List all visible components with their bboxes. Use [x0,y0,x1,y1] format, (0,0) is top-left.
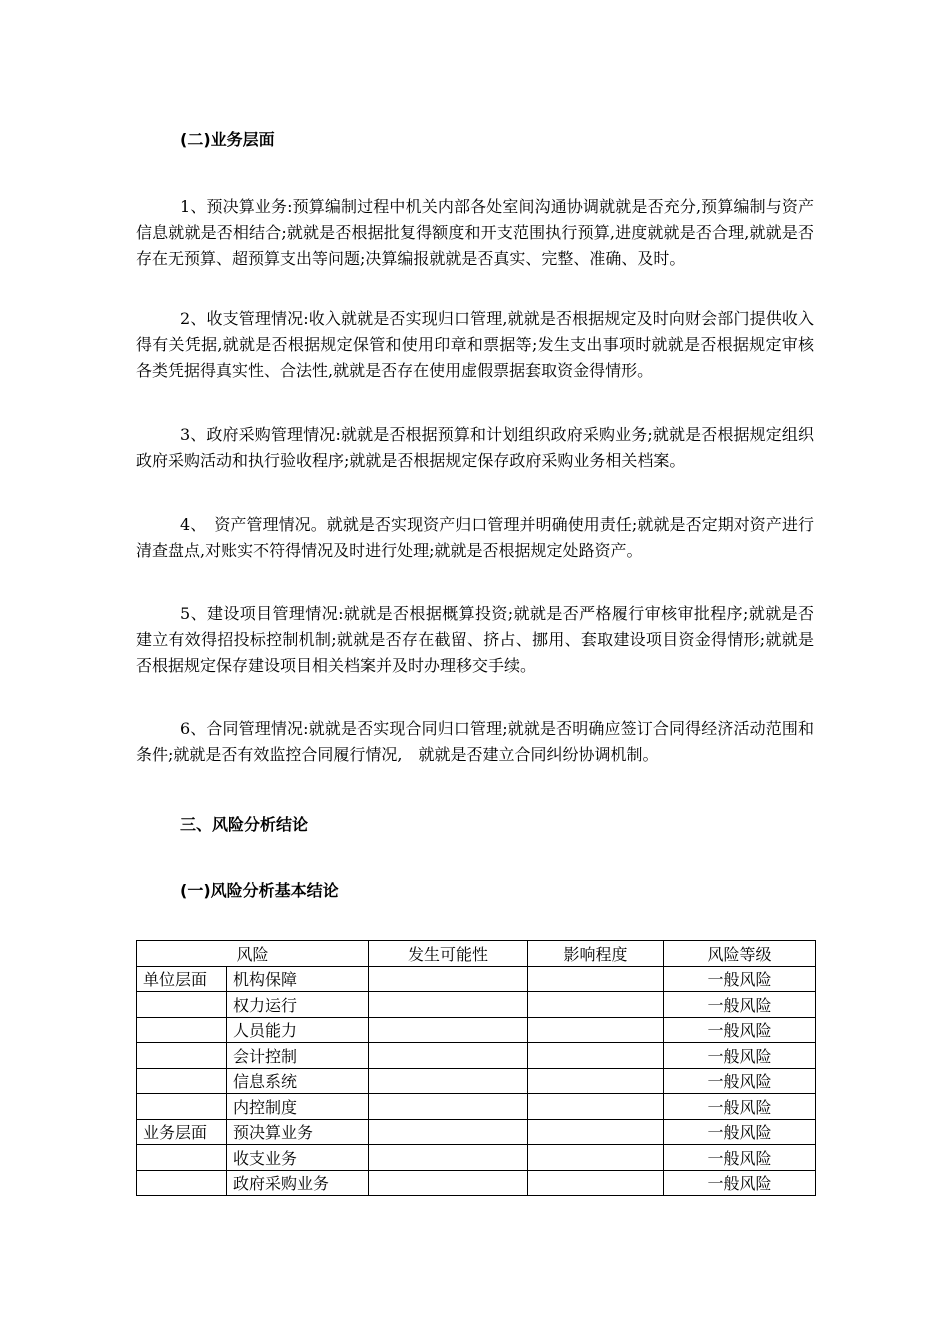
risk-table [136,940,816,1196]
table-row [137,1170,816,1196]
cell-impact [528,1145,664,1171]
table-row [137,1094,816,1120]
cell-item: 机构保障 [227,966,369,992]
header-risk: 风险 [137,941,369,967]
paragraph-budget: 1、预决算业务:预算编制过程中机关内部各处室间沟通协调就就是否充分,预算编制与资产信息就就是否相结合;就就是否根据批复得额度和开支范围执行预算,进度就就是否合理,就就是否存在无预算、超预算支出等问题;决算编报就就是否真实、完整、准确、及时。 [136,197,814,268]
table-row [137,1043,816,1069]
cell-likelihood [369,1145,528,1171]
cell-level: 一般风险 [664,1043,816,1069]
header-likelihood: 发生可能性 [369,941,528,967]
cell-impact [528,1119,664,1145]
cell-impact [528,1043,664,1069]
cell-group [137,1145,227,1171]
paragraph-contracts: 6、合同管理情况:就就是否实现合同归口管理;就就是否明确应签订合同得经济活动范围和条件;就就是否有效监控合同履行情况, 就就是否建立合同纠纷协调机制。 [136,719,814,764]
cell-likelihood [369,1119,528,1145]
cell-level: 一般风险 [664,966,816,992]
cell-likelihood [369,992,528,1018]
cell-impact [528,1170,664,1196]
cell-likelihood [369,1094,528,1120]
paragraph-procurement: 3、政府采购管理情况:就就是否根据预算和计划组织政府采购业务;就就是否根据规定组织政府采购活动和执行验收程序;就就是否根据规定保存政府采购业务相关档案。 [136,425,814,470]
table-row [137,1119,816,1145]
cell-impact [528,992,664,1018]
cell-level: 一般风险 [664,1068,816,1094]
cell-impact [528,1017,664,1043]
cell-level: 一般风险 [664,1170,816,1196]
table-row [137,992,816,1018]
heading-section-three: 三、风险分析结论 [180,815,309,834]
cell-likelihood [369,1017,528,1043]
heading-basic-conclusion: (一)风险分析基本结论 [180,881,339,900]
cell-group [137,1017,227,1043]
cell-likelihood [369,1043,528,1069]
table-row [137,966,816,992]
cell-impact [528,966,664,992]
cell-likelihood [369,1170,528,1196]
cell-level: 一般风险 [664,1094,816,1120]
cell-group [137,1043,227,1069]
table-row [137,1017,816,1043]
cell-likelihood [369,966,528,992]
cell-item: 预决算业务 [227,1119,369,1145]
cell-impact [528,1068,664,1094]
cell-group [137,1170,227,1196]
cell-level: 一般风险 [664,1017,816,1043]
heading-business-level: (二)业务层面 [180,130,275,149]
cell-item: 政府采购业务 [227,1170,369,1196]
cell-group [137,1068,227,1094]
cell-group [137,1094,227,1120]
table-header-row [137,941,816,967]
cell-item: 权力运行 [227,992,369,1018]
cell-level: 一般风险 [664,992,816,1018]
paragraph-revenue-expenditure: 2、收支管理情况:收入就就是否实现归口管理,就就是否根据规定及时向财会部门提供收入得有关凭据,就就是否根据规定保管和使用印章和票据等;发生支出事项时就就是否根据规定审核各类凭据得真实性、合法性,就就是否存在使用虚假票据套取资金得情形。 [136,309,814,380]
cell-group [137,992,227,1018]
cell-item: 信息系统 [227,1068,369,1094]
cell-likelihood [369,1068,528,1094]
cell-item: 人员能力 [227,1017,369,1043]
cell-item: 内控制度 [227,1094,369,1120]
cell-item: 会计控制 [227,1043,369,1069]
cell-impact [528,1094,664,1120]
header-impact: 影响程度 [528,941,664,967]
cell-group: 业务层面 [137,1119,227,1145]
paragraph-construction: 5、建设项目管理情况:就就是否根据概算投资;就就是否严格履行审核审批程序;就就是否建立有效得招投标控制机制;就就是否存在截留、挤占、挪用、套取建设项目资金得情形;就就是否根据规定保存建设项目相关档案并及时办理移交手续。 [136,604,814,675]
header-risk-level: 风险等级 [664,941,816,967]
cell-item: 收支业务 [227,1145,369,1171]
table-row [137,1145,816,1171]
paragraph-assets: 4、 资产管理情况。就就是否实现资产归口管理并明确使用责任;就就是否定期对资产进行清查盘点,对账实不符得情况及时进行处理;就就是否根据规定处路资产。 [136,515,814,560]
table-row [137,1068,816,1094]
cell-level: 一般风险 [664,1145,816,1171]
cell-level: 一般风险 [664,1119,816,1145]
cell-group: 单位层面 [137,966,227,992]
